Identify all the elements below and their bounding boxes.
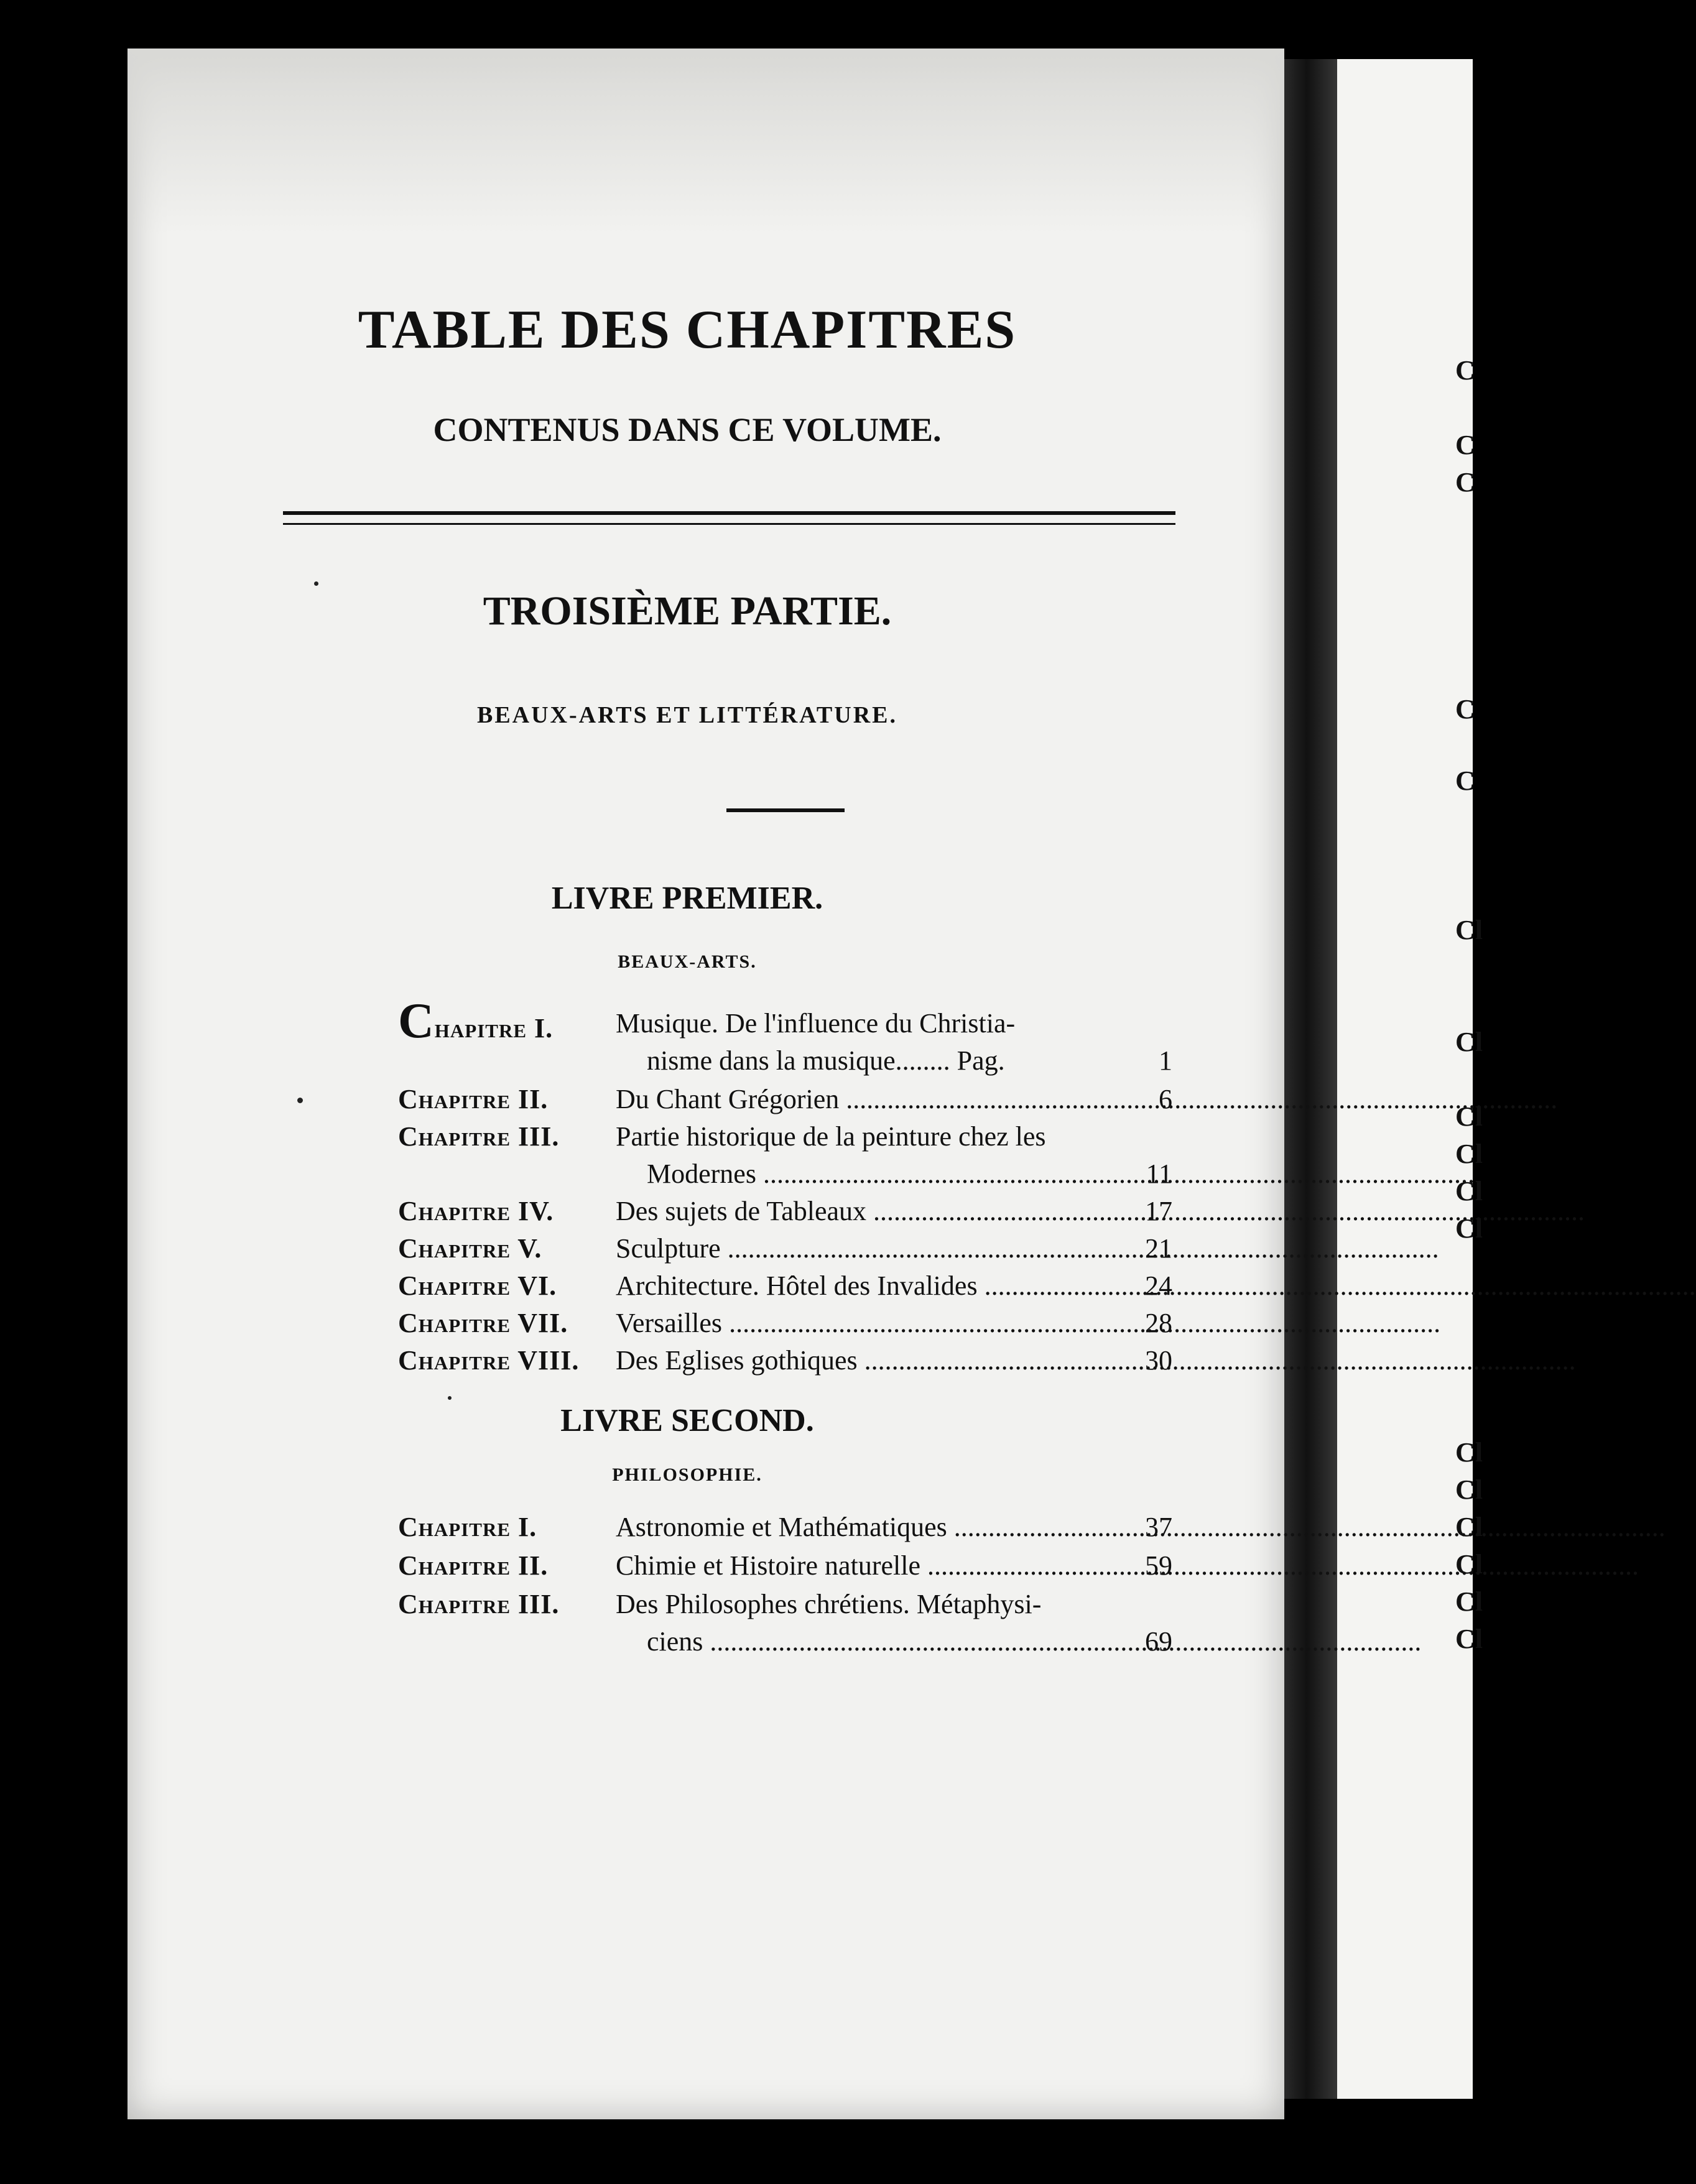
toc-entry [398, 1307, 1172, 1344]
facing-page-fragment: Cl [1455, 1176, 1483, 1206]
facing-page-fragment: Cl [1455, 1139, 1483, 1169]
chapter-title: Architecture. Hôtel des Invalides ..... [616, 1270, 1116, 1302]
chapter-label: Chapitre VIII. [398, 1345, 580, 1376]
toc-entry [398, 1270, 1172, 1307]
part-title: TROISIÈME PARTIE. [483, 588, 892, 634]
double-rule-divider [283, 511, 1175, 525]
page-number: 6 [1159, 1084, 1172, 1114]
page-number: 37 [1145, 1512, 1172, 1542]
book-spine [1284, 59, 1340, 2099]
chapter-label: Chapitre VII. [398, 1308, 568, 1338]
chapter-label: Chapitre III. [398, 1121, 560, 1152]
facing-page-fragment: Cl [1455, 1512, 1483, 1542]
chapter-label: Chapitre VI. [398, 1270, 557, 1301]
facing-page-fragment: Cl [1455, 1101, 1483, 1132]
facing-page-fragment: Cl [1455, 1586, 1483, 1617]
chapter-title: Partie historique de la peinture chez les [616, 1121, 1046, 1152]
toc-entry [398, 1588, 1172, 1626]
facing-page-fragment: Cl [1455, 1549, 1483, 1580]
short-rule-divider [726, 808, 845, 812]
toc-entry [398, 1511, 1172, 1548]
page-number: 17 [1145, 1196, 1172, 1226]
page-number: 30 [1145, 1345, 1172, 1376]
scan-speck [297, 1098, 303, 1103]
chapter-label: Chapitre I. [398, 994, 554, 1048]
chapter-title: Des sujets de Tableaux ..... [616, 1195, 1116, 1227]
part-subtitle: BEAUX-ARTS ET LITTÉRATURE. [476, 702, 898, 728]
facing-page-fragment: C [1455, 694, 1475, 724]
facing-page-fragment: Cl [1455, 1437, 1483, 1468]
chapter-title-continued: Modernes ..... [647, 1158, 1116, 1190]
page-number: 21 [1145, 1233, 1172, 1264]
toc-entry-continuation [398, 1626, 1172, 1663]
facing-page-fragment: C [1455, 355, 1475, 386]
facing-page-fragment: C [1455, 430, 1475, 460]
facing-page-fragment: C [1455, 467, 1475, 497]
toc-entry [398, 1121, 1172, 1158]
page-number: 28 [1145, 1308, 1172, 1338]
toc-entry-continuation [398, 1158, 1172, 1195]
facing-page-fragment: Cl [1455, 915, 1483, 945]
page-subtitle: CONTENUS DANS CE VOLUME. [433, 411, 942, 448]
chapter-label: Chapitre IV. [398, 1196, 554, 1226]
facing-page-fragment: Cl [1455, 1474, 1483, 1505]
toc-entry [398, 1083, 1172, 1121]
chapter-label: Chapitre III. [398, 1589, 560, 1619]
livre1-title: LIVRE PREMIER. [551, 881, 823, 916]
chapter-title: Versailles ..... [616, 1307, 1116, 1339]
chapter-label-rest: hapitre I. [434, 1013, 554, 1043]
page-number: 24 [1145, 1270, 1172, 1301]
chapter-title: Sculpture ..... [616, 1233, 1116, 1264]
scan-speck [314, 581, 318, 586]
page-number: 69 [1145, 1626, 1172, 1657]
toc-entry [398, 1195, 1172, 1233]
chapter-title: Musique. De l'influence du Christia- [616, 1008, 1016, 1039]
toc-entry [398, 1344, 1172, 1382]
livre2-title: LIVRE SECOND. [560, 1403, 814, 1438]
toc-entry-continuation [398, 1045, 1172, 1082]
page-number: 11 [1146, 1159, 1172, 1189]
toc-entry [398, 1550, 1172, 1587]
toc-entry [398, 994, 1172, 1048]
chapter-title: Chimie et Histoire naturelle ..... [616, 1550, 1116, 1581]
facing-page [1337, 59, 1473, 2099]
page-number: 1 [1159, 1045, 1172, 1076]
chapter-label: Chapitre II. [398, 1084, 549, 1114]
chapter-title-continued: ciens ..... [647, 1626, 1116, 1657]
chapter-title: Des Eglises gothiques ..... [616, 1344, 1116, 1376]
toc-entry [398, 1233, 1172, 1270]
livre1-subtitle: BEAUX-ARTS. [618, 951, 757, 972]
chapter-title-continued: nisme dans la musique........ Pag. [647, 1045, 1005, 1076]
facing-page-fragment: C [1455, 766, 1475, 796]
livre2-subtitle: PHILOSOPHIE. [612, 1464, 762, 1485]
chapter-title: Des Philosophes chrétiens. Métaphysi- [616, 1589, 1042, 1619]
page-number: 59 [1145, 1550, 1172, 1581]
facing-page-fragment: Cl [1455, 1213, 1483, 1244]
chapter-title: Astronomie et Mathématiques ..... [616, 1511, 1116, 1543]
facing-page-fragment: Cl [1455, 1624, 1483, 1654]
facing-page-fragment: Cl [1455, 1027, 1483, 1057]
chapter-title: Du Chant Grégorien ..... [616, 1083, 1116, 1115]
chapter-label: Chapitre I. [398, 1512, 537, 1542]
scan-speck [448, 1396, 452, 1400]
page-title: TABLE DES CHAPITRES [358, 300, 1017, 360]
chapter-label: Chapitre II. [398, 1550, 549, 1581]
chapter-label: Chapitre V. [398, 1233, 542, 1264]
